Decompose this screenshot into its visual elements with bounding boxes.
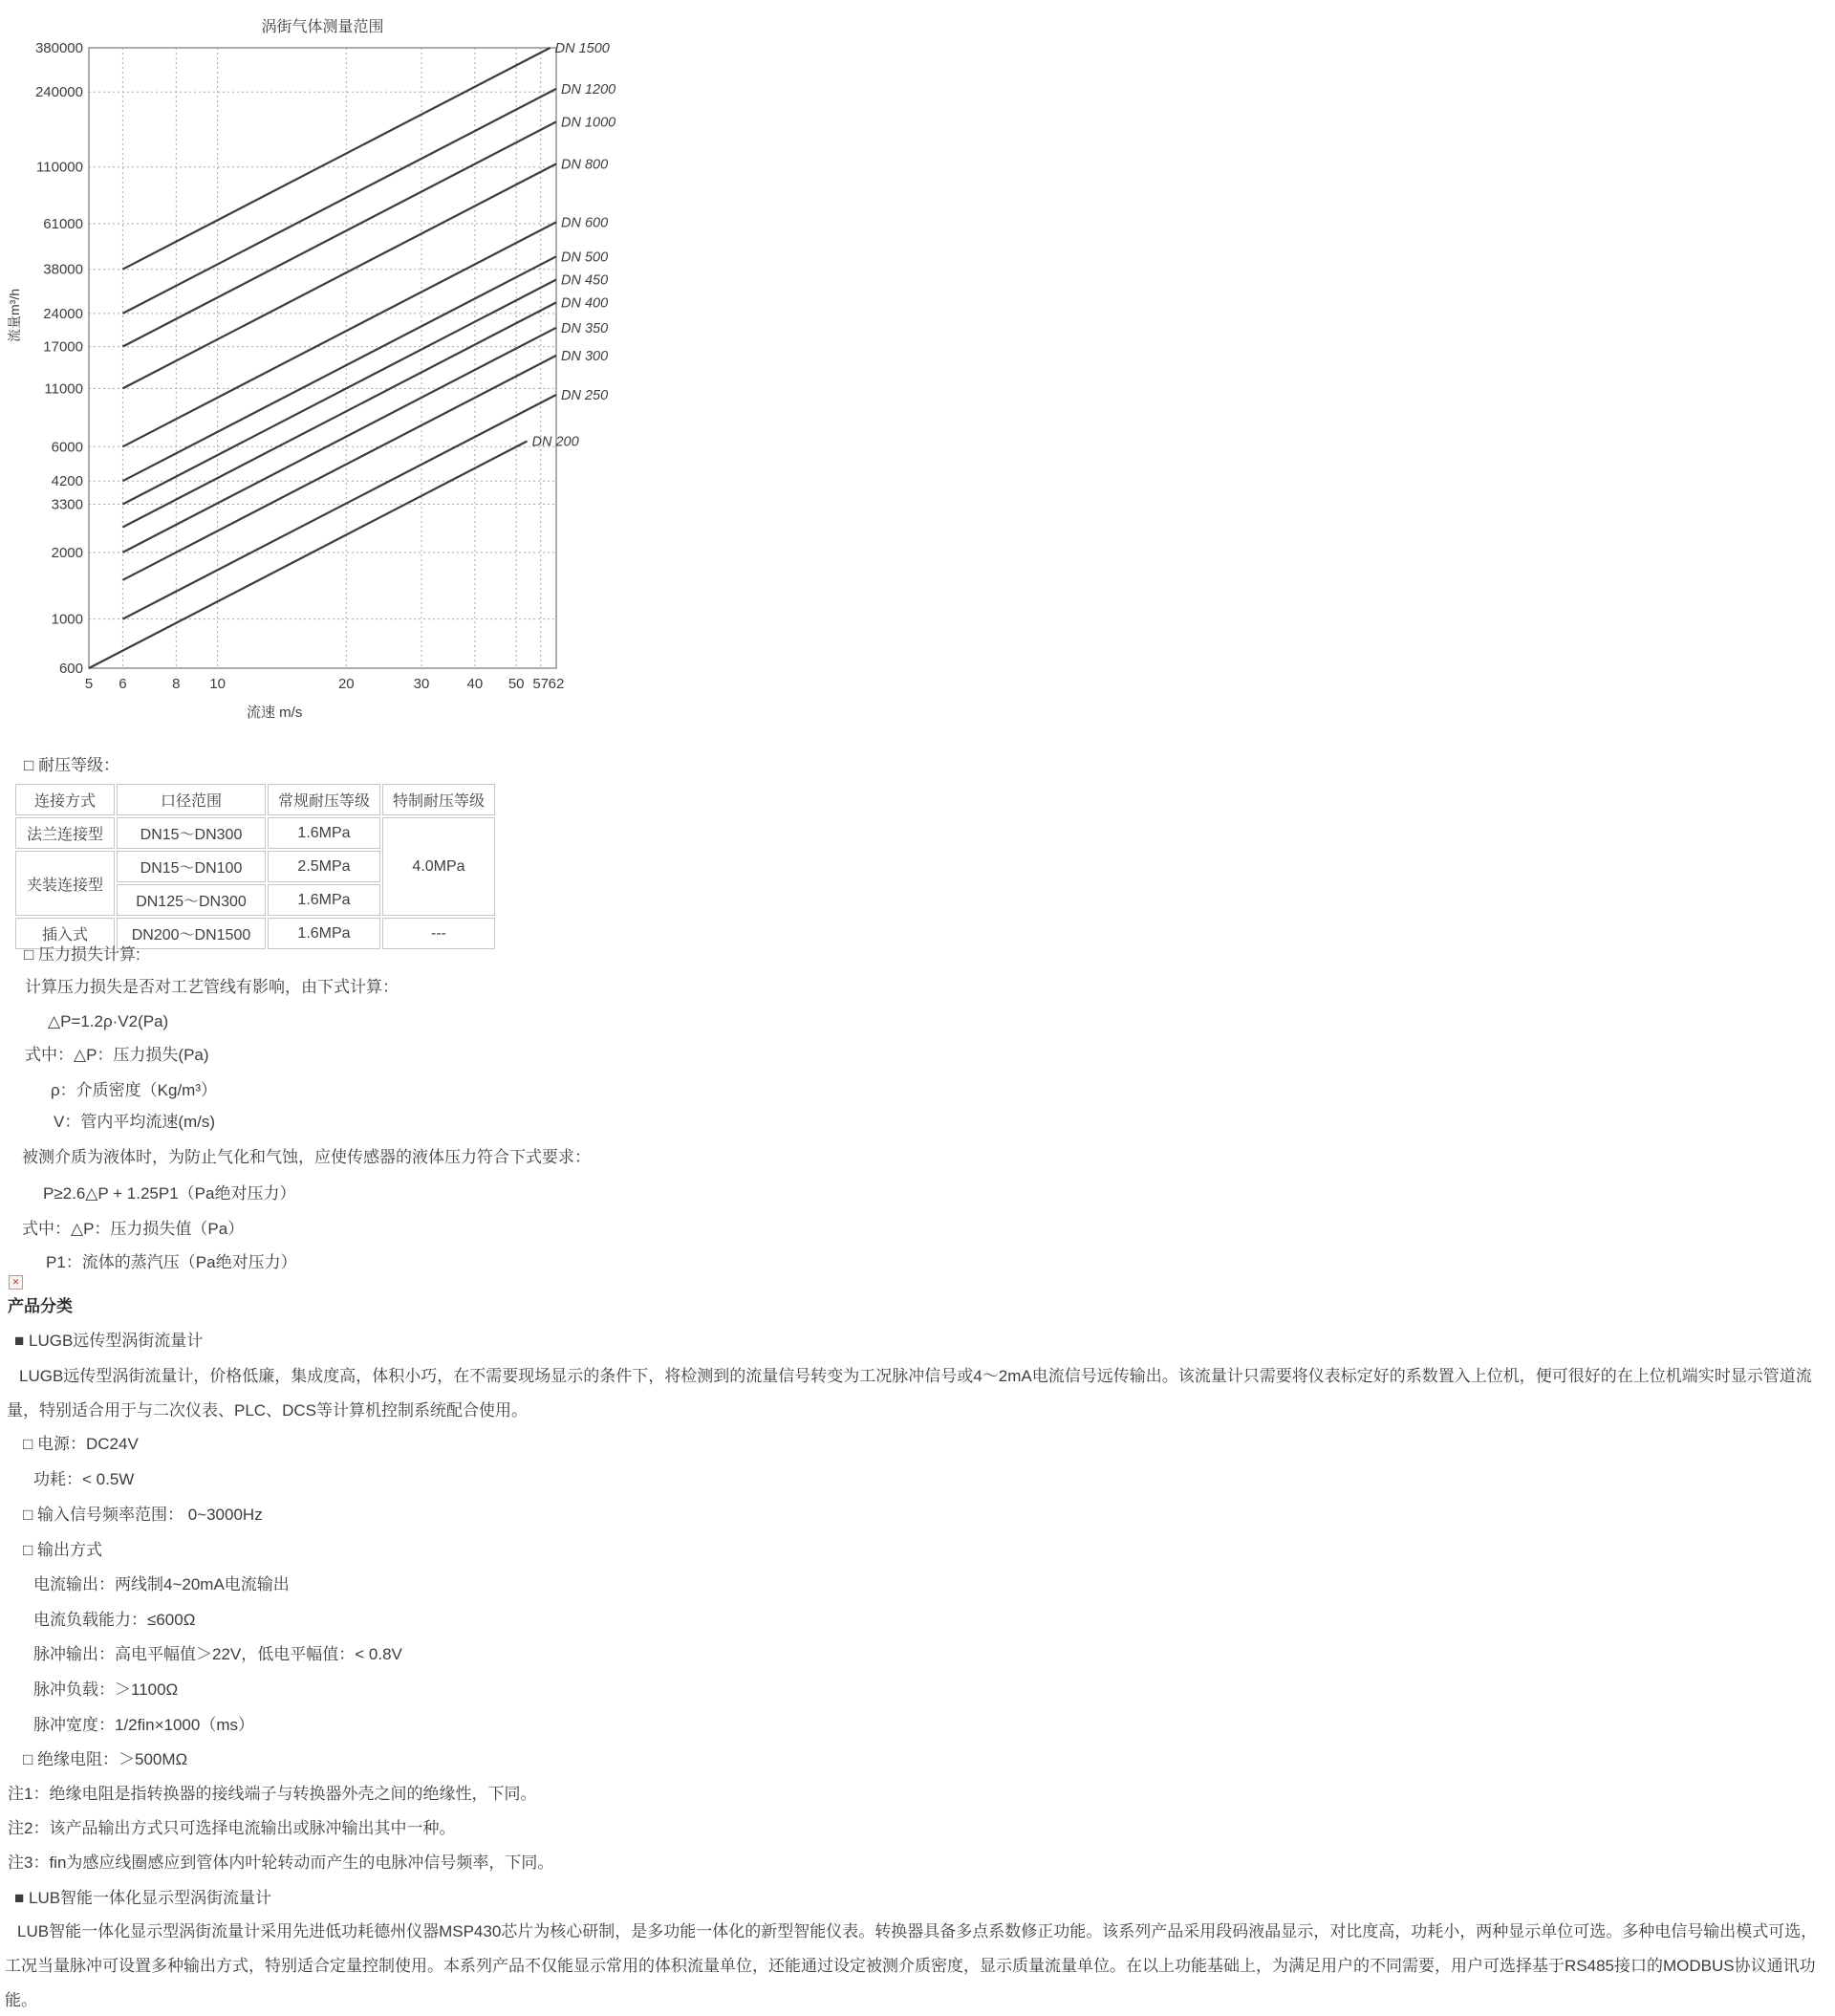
svg-text:8: 8 [172,676,181,692]
note-line: 注2：该产品输出方式只可选择电流输出或脉冲输出其中一种。 [8,1819,456,1837]
lugb-paragraph-line: LUGB远传型涡街流量计，价格低廉，集成度高，体积小巧，在不需要现场显示的条件下，将检测到的流量信号转变为工况脉冲信号或4～2mA电流信号远传输出。该流量计只需要将仪表标定好的系数置入上位机，便可很好的在上位机端实时显示管道流 [19,1367,1812,1385]
lub-section-title: ■ LUB智能一体化显示型涡街流量计 [14,1889,272,1907]
pressure-loss-formula: △P=1.2ρ·V2(Pa) [48,1012,169,1030]
spec-pulse-width: 脉冲宽度：1/2fin×1000（ms） [33,1716,254,1734]
svg-text:30: 30 [413,676,430,692]
lugb-paragraph-line: 量，特别适合用于与二次仪表、PLC、DCS等计算机控制系统配合使用。 [7,1401,528,1420]
svg-text:20: 20 [337,676,355,692]
svg-text:DN 450: DN 450 [561,272,609,289]
svg-text:61000: 61000 [43,216,83,232]
svg-text:6: 6 [119,676,127,692]
note-line: 注3：fin为感应线圈感应到管体内叶轮转动而产生的电脉冲信号频率，下同。 [8,1853,554,1872]
svg-text:6000: 6000 [51,439,83,456]
flow-range-chart [0,0,650,755]
svg-text:3300: 3300 [51,496,83,513]
svg-text:DN 300: DN 300 [561,348,609,364]
cell-clamp-type: 夹装连接型 [15,851,115,916]
lub-paragraph-line: 能。 [5,1991,37,2009]
svg-text:38000: 38000 [43,261,83,278]
spec-pulse-load: 脉冲负载：＞1100Ω [33,1680,179,1699]
svg-text:17000: 17000 [43,338,83,356]
cell-insert-normal: 1.6MPa [268,918,380,949]
cell-clamp-range-a: DN15～DN100 [117,851,266,882]
col-header-range: 口径范围 [117,784,266,815]
svg-text:62: 62 [548,676,565,692]
svg-text:流速 m/s: 流速 m/s [247,705,303,721]
svg-text:5: 5 [84,676,94,692]
cell-clamp-normal-b: 1.6MPa [268,884,380,916]
spec-output-mode: □ 输出方式 [23,1541,102,1559]
svg-text:2000: 2000 [51,544,83,561]
cell-insert-type: 插入式 [15,918,115,949]
svg-text:DN 600: DN 600 [561,215,609,231]
pressure-rating-title: □ 耐压等级： [24,756,119,774]
svg-text:240000: 240000 [34,84,83,101]
svg-text:DN 1500: DN 1500 [554,41,610,56]
spec-pulse-output: 脉冲输出：高电平幅值＞22V，低电平幅值：< 0.8V [33,1645,402,1663]
spec-current-output: 电流输出：两线制4~20mA电流输出 [33,1575,290,1593]
product-category-heading: 产品分类 [8,1297,73,1315]
broken-image-icon: ✕ [9,1275,23,1290]
pressure-loss-title: □ 压力损失计算: [24,945,140,964]
svg-text:DN 250: DN 250 [561,388,609,403]
pressure-loss-term: V：管内平均流速(m/s) [54,1113,216,1131]
svg-text:DN 800: DN 800 [561,157,609,173]
cell-flange-type: 法兰连接型 [15,817,115,849]
lub-paragraph-line: 工况当量脉冲可设置多种输出方式，特别适合定量控制使用。本系列产品不仅能显示常用的体积流量单位，还能通过设定被测介质密度，显示质量流量单位。在以上功能基础上，为满足用户的不同需要，用户可选择基于RS485接口的MODBUS协议通讯功 [5,1957,1816,1975]
svg-text:DN 350: DN 350 [561,320,609,336]
spec-power: □ 电源：DC24V [23,1435,139,1453]
pressure-loss-term: 式中：△P：压力损失值（Pa） [22,1220,245,1238]
svg-text:600: 600 [58,661,83,677]
cell-clamp-range-b: DN125～DN300 [117,884,266,916]
svg-text:11000: 11000 [44,380,83,398]
svg-text:1000: 1000 [51,611,83,628]
pressure-loss-term: ρ：介质密度（Kg/m³） [51,1081,218,1099]
svg-text:57: 57 [532,676,550,692]
svg-text:110000: 110000 [36,159,83,176]
lugb-section-title: ■ LUGB远传型涡街流量计 [14,1332,204,1350]
col-header-connection: 连接方式 [15,784,115,815]
liquid-note: 被测介质为液体时，为防止气化和气蚀，应使传感器的液体压力符合下式要求： [22,1148,591,1166]
pressure-rating-table [13,782,497,951]
spec-current-load: 电流负载能力：≤600Ω [33,1611,196,1629]
svg-text:24000: 24000 [43,305,83,322]
pressure-loss-formula2: P≥2.6△P + 1.25P1（Pa绝对压力） [43,1184,296,1203]
spec-input-freq: □ 输入信号频率范围： 0~3000Hz [23,1506,263,1524]
cell-flange-range: DN15～DN300 [117,817,266,849]
table-row [15,817,495,849]
col-header-special: 特制耐压等级 [382,784,495,815]
lub-paragraph-line: LUB智能一体化显示型涡街流量计采用先进低功耗德州仪器MSP430芯片为核心研制，是多功能一体化的新型智能仪表。转换器具备多点系数修正功能。该系列产品采用段码液晶显示，对比度高，功耗小，两种显示单位可选。多种电信号输出模式可选， [17,1922,1818,1940]
svg-text:50: 50 [507,676,525,692]
cell-insert-range: DN200～DN1500 [117,918,266,949]
svg-text:DN 500: DN 500 [561,249,609,266]
svg-text:DN 200: DN 200 [531,434,579,450]
svg-text:DN 1200: DN 1200 [561,81,616,98]
cell-clamp-normal-a: 2.5MPa [268,851,380,882]
table-header-row [15,784,495,815]
spec-consumption: 功耗：< 0.5W [33,1470,135,1488]
note-line: 注1：绝缘电阻是指转换器的接线端子与转换器外壳之间的绝缘性，下同。 [8,1785,537,1803]
cell-insert-special: --- [382,918,495,949]
svg-text:40: 40 [466,676,484,692]
svg-text:DN 1000: DN 1000 [561,115,616,131]
svg-text:4200: 4200 [51,473,83,490]
pressure-loss-intro: 计算压力损失是否对工艺管线有影响，由下式计算： [25,978,399,996]
svg-text:流量m³/h: 流量m³/h [7,289,22,342]
svg-text:380000: 380000 [34,40,83,56]
svg-text:10: 10 [209,676,226,692]
col-header-normal: 常规耐压等级 [268,784,380,815]
pressure-loss-term: 式中：△P：压力损失(Pa) [25,1046,209,1064]
svg-text:DN 400: DN 400 [561,295,609,312]
spec-insulation: □ 绝缘电阻：＞500MΩ [23,1750,188,1768]
cell-special-rating: 4.0MPa [382,817,495,916]
pressure-loss-term: P1：流体的蒸汽压（Pa绝对压力） [46,1253,297,1271]
svg-text:涡街气体测量范围: 涡街气体测量范围 [261,19,384,35]
cell-flange-normal: 1.6MPa [268,817,380,849]
